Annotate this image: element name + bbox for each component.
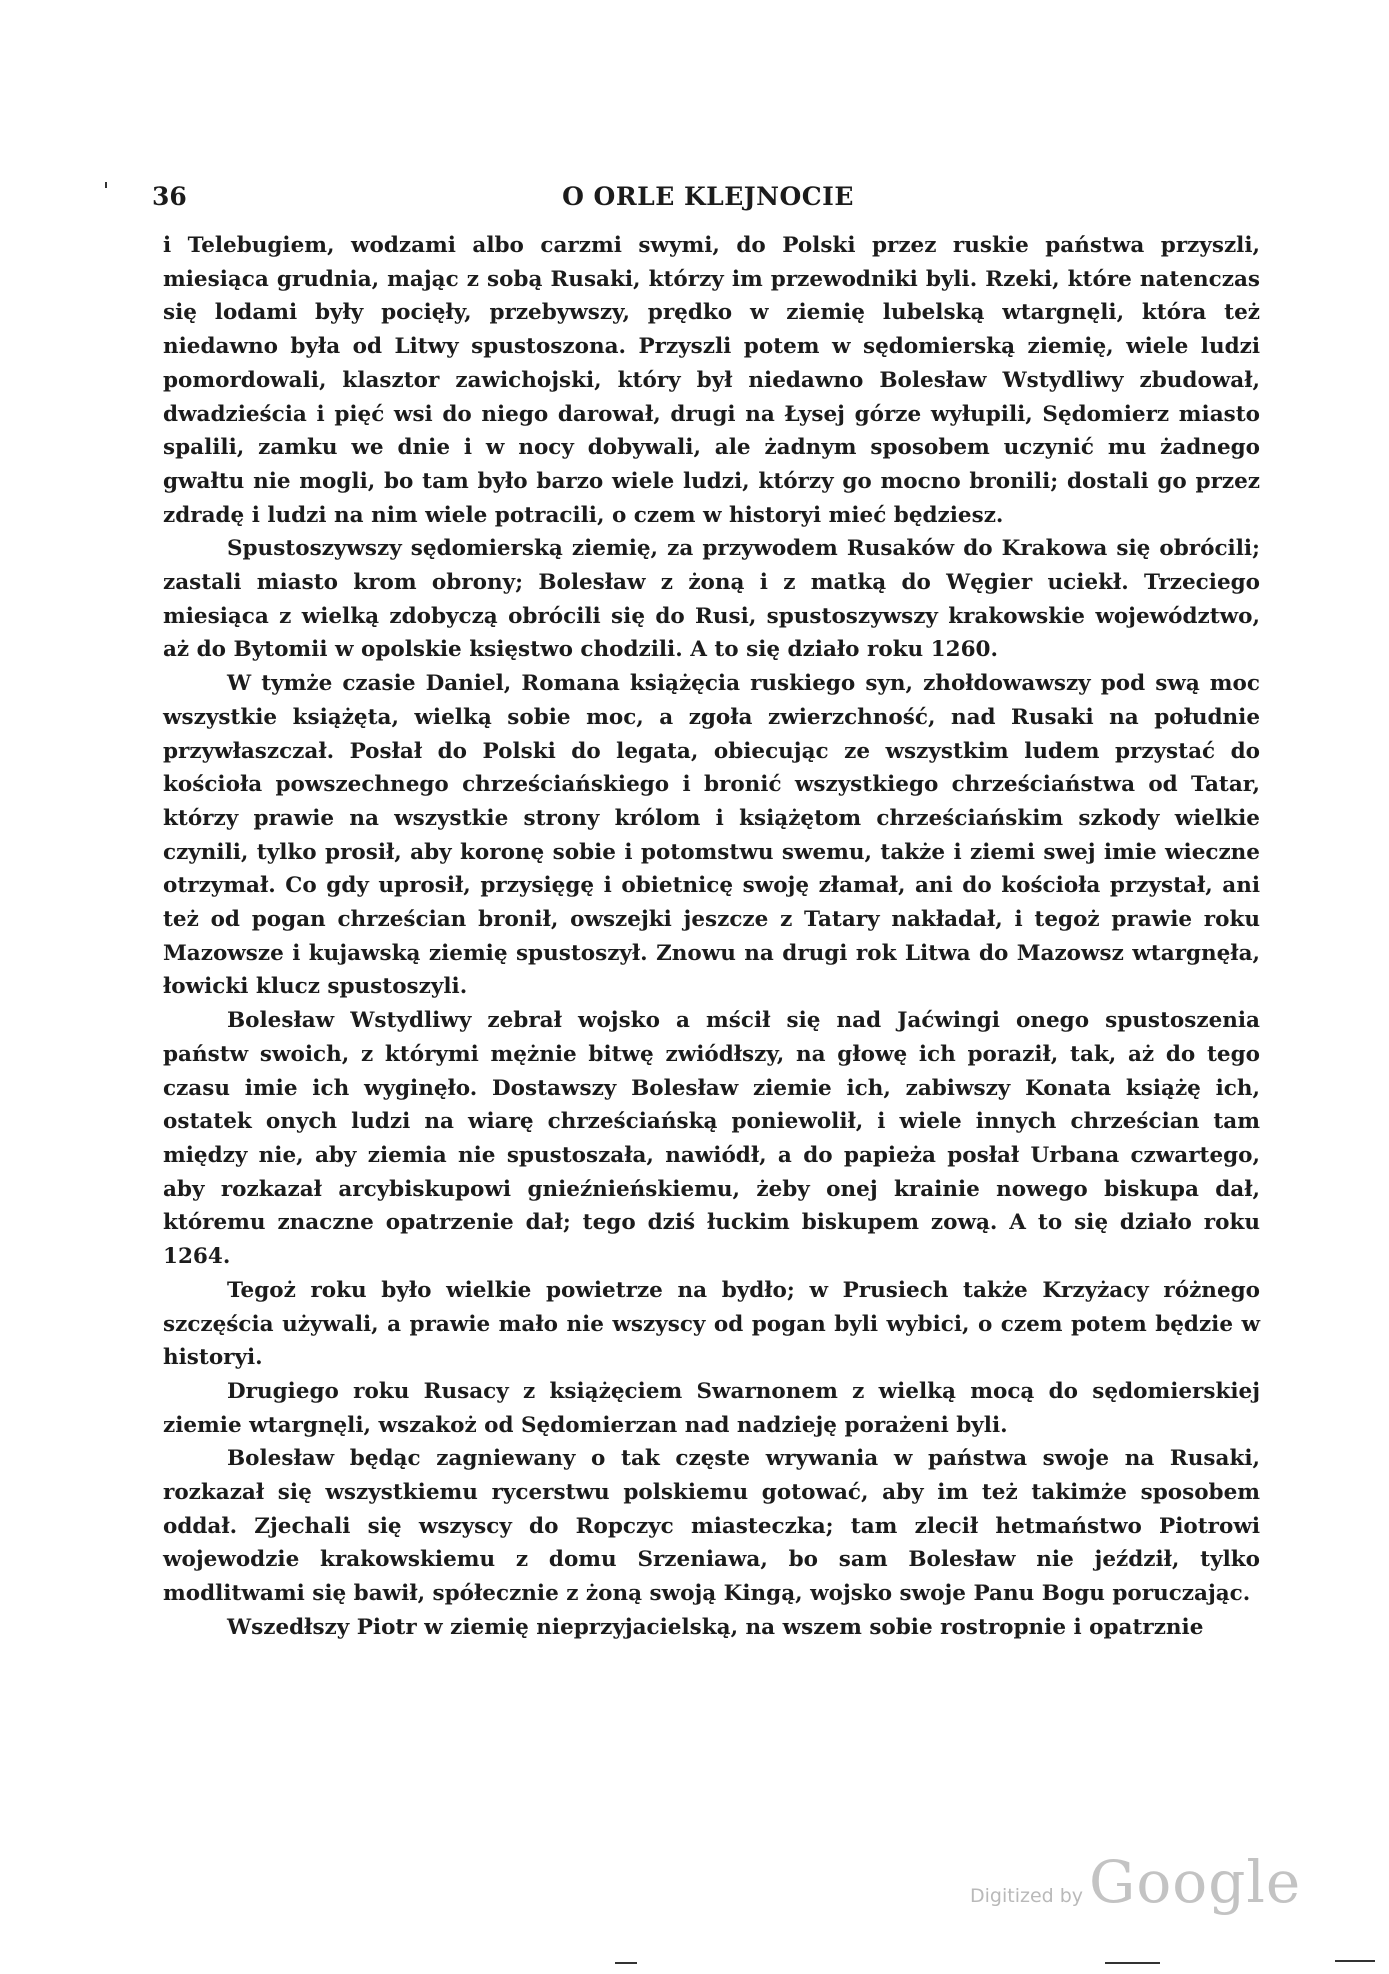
paragraph: i Telebugiem, wodzami albo carzmi swymi, do Polski przez ruskie państwa przyszli, miesiąca grudnia, mając z sobą Rusaki, którzy im przewodniki byli. Rzeki, które natenczas się lodami były pocięły, przebywszy, prędko w ziemię lubelską wtargnęli, która też niedawno była od Litwy spustoszona. Przyszli potem w sędomierską ziemię, wiele ludzi pomordowali, klasztor zawichojski, który był niedawno Bolesław Wstydliwy zbudował, dwadzieścia i pięć wsi do niego darował, drugi na Łysej górze wyłupili, Sędomierz miasto spalili, zamku we dnie i w nocy dobywali, ale żadnym sposobem uczynić mu żadnego gwałtu nie mogli, bo tam było barzo wiele ludzi, którzy go mocno bronili; dostali go przez zdradę i ludzi na nim wiele potracili, o czem w historyi mieć będziesz. (163, 233, 1260, 528)
digitized-watermark (970, 1848, 1301, 1916)
paragraph: Bolesław Wstydliwy zebrał wojsko a mścił się nad Jaćwingi onego spustoszenia państw swoich, z którymi mężnie bitwę zwiódłszy, na głowę ich poraził, tak, aż do tego czasu imie ich wyginęło. Dostawszy Bolesław ziemie ich, zabiwszy Konata książę ich, ostatek onych ludzi na wiarę chrześciańską poniewolił, i wiele innych chrześcian tam między nie, aby ziemia nie spustoszała, nawiódł, a do papieża posłał Urbana czwartego, aby rozkazał arcybiskupowi gnieźnieńskiemu, żeby onej krainie nowego biskupa dał, któremu znaczne opatrzenie dał; tego dziś łuckim biskupem zową. A to się działo roku 1264. (163, 1008, 1260, 1270)
google-logo: Google (1089, 1848, 1302, 1916)
running-head: O ORLE KLEJNOCIE (562, 182, 854, 211)
paragraph: Wszedłszy Piotr w ziemię nieprzyjacielską, na wszem sobie rostropnie i opatrznie (227, 1614, 1204, 1640)
watermark-caption: Digitized by (970, 1885, 1084, 1907)
paragraph: Tegoż roku było wielkie powietrze na bydło; w Prusiech także Krzyżacy różnego szczęścia używali, a prawie mało nie wszyscy od pogan byli wybici, o czem potem będzie w historyi. (163, 1277, 1260, 1371)
scan-mark (615, 1962, 637, 1964)
body-text (163, 229, 1260, 1645)
paragraph: W tymże czasie Daniel, Romana książęcia ruskiego syn, zhołdowawszy pod swą moc wszystkie książęta, wielką sobie moc, a zgoła zwierzchność, nad Rusaki na południe przywłaszczał. Posłał do Polski do legata, obiecując ze wszystkim ludem przystać do kościoła powszechnego chrześciańskiego i bronić wszystkiego chrześciaństwa od Tatar, którzy prawie na wszystkie strony królom i książętom chrześciańskim szkody wielkie czynili, tylko prosił, aby koronę sobie i potomstwu swemu, także i ziemi swej imie wieczne otrzymał. Co gdy uprosił, przysięgę i obietnicę swoję złamał, ani do kościoła przystał, ani też od pogan chrześcian bronił, owszejki jeszcze z Tatary nakładał, i tegoż prawie roku Mazowsze i kujawską ziemię spustoszył. Znowu na drugi rok Litwa do Mazowsz wtargnęła, łowicki klucz spustoszyli. (163, 671, 1260, 1000)
paragraph: Drugiego roku Rusacy z książęciem Swarnonem z wielką mocą do sędomierskiej ziemie wtargnęli, wszakoż od Sędomierzan nad nadzieję porażeni byli. (163, 1378, 1260, 1438)
scan-mark (1105, 1962, 1160, 1964)
paragraph: Bolesław będąc zagniewany o tak częste wrywania w państwa swoje na Rusaki, rozkazał się wszystkiemu rycerstwu polskiemu gotować, aby im też takimże sposobem oddał. Zjechali się wszyscy do Ropczyc miasteczka; tam zlecił hetmaństwo Piotrowi wojewodzie krakowskiemu z domu Srzeniawa, bo sam Bolesław nie jeździł, tylko modlitwami się bawił, spółecznie z żoną swoją Kingą, wojsko swoje Panu Bogu poruczając. (163, 1446, 1260, 1607)
scan-mark (105, 182, 107, 188)
page-number: 36 (152, 182, 187, 211)
paragraph: Spustoszywszy sędomierską ziemię, za przywodem Rusaków do Krakowa się obrócili; zastali miasto krom obrony; Bolesław z żoną i z matką do Węgier uciekł. Trzeciego miesiąca z wielką zdobyczą obrócili się do Rusi, spustoszywszy krakowskie województwo, aż do Bytomii w opolskie księstwo chodzili. A to się działo roku 1260. (163, 536, 1260, 663)
scan-mark (1335, 1960, 1375, 1962)
page-header (152, 182, 1264, 222)
